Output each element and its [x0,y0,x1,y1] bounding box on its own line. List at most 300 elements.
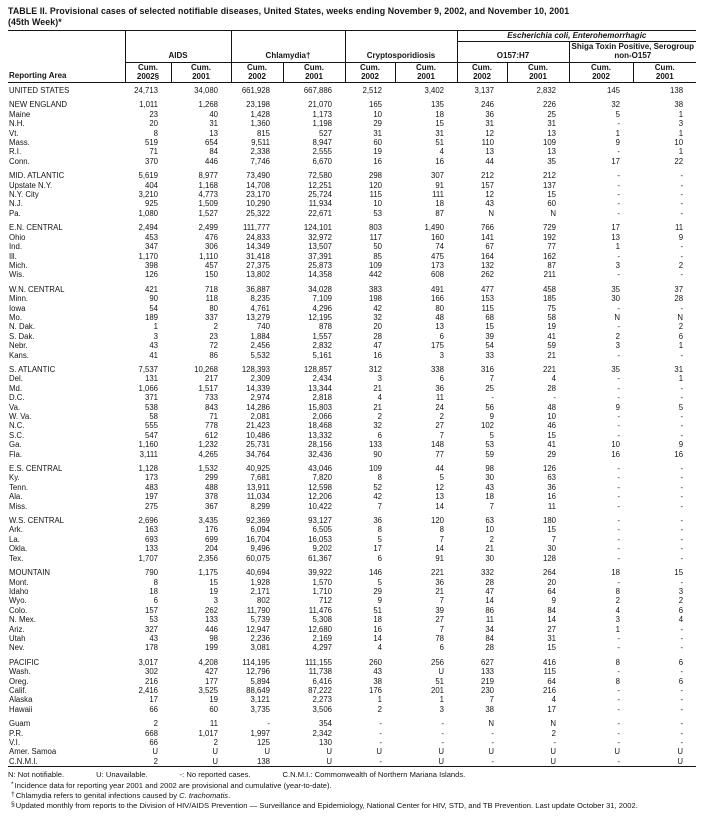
value-cell: 14 [373,633,382,643]
value-cell: - [617,208,621,218]
table-row [8,304,696,313]
area-cell: Colo. [9,605,28,615]
value-cell: 661,928 [241,86,270,95]
value-cell: U [212,756,218,766]
value-cell: 6 [678,657,684,667]
value-cell: 165 [368,100,382,110]
value-cell: 133 [481,667,495,677]
table-row [8,313,696,322]
value-cell: 60 [547,199,557,209]
value-cell: 64 [547,676,557,686]
value-cell: 13 [435,322,445,332]
value-cell: 34 [485,624,495,634]
value-cell: 12,251 [308,180,332,190]
col-header-cum: Cum. 2001 [633,63,696,83]
value-cell: 87 [435,208,445,218]
value-cell: 2 [213,738,218,747]
area-cell: E.N. CENTRAL [9,223,63,233]
value-cell: 109 [368,260,382,270]
value-cell: 8,977 [198,171,218,181]
table-row [8,492,696,501]
value-cell: 8 [439,525,445,535]
value-cell: 17 [149,695,158,705]
value-cell: - [617,270,621,280]
value-cell: 132 [481,260,495,270]
value-cell: - [379,728,382,738]
area-cell: Amer. Samoa [9,747,57,757]
value-cell: - [617,473,621,483]
value-cell: 13 [209,128,218,138]
col-header-cum: Cum. 2002 [231,63,283,83]
value-cell: 8 [377,473,382,483]
value-cell: 33 [485,350,495,360]
value-cell: 3 [615,260,621,270]
value-cell: 91 [435,553,445,563]
value-cell: 14,708 [246,180,270,190]
table-row [8,384,696,393]
value-cell: 3,017 [138,657,158,667]
table-row [8,242,696,251]
value-cell: - [680,350,684,360]
value-cell: 6 [439,374,445,384]
value-cell: 3 [615,341,621,351]
value-cell: 87,222 [308,685,332,695]
value-cell: 6,416 [312,676,332,686]
value-cell: - [680,430,684,440]
value-cell: 15 [674,568,684,578]
value-cell: - [680,719,684,729]
value-cell: - [553,738,557,747]
value-cell: 15,803 [308,402,332,412]
value-cell: 7,681 [250,473,270,483]
value-cell: 128,857 [303,364,332,374]
area-cell: Del. [9,374,23,384]
value-cell: 4,208 [198,657,218,667]
value-cell: 75 [547,303,557,313]
value-cell: - [379,719,382,729]
value-cell: 7 [439,534,445,544]
value-cell: 28 [485,643,495,653]
value-cell: 221 [431,568,445,578]
value-cell: - [441,728,445,738]
value-cell: 6,670 [312,156,332,166]
table-row [8,374,696,383]
value-cell: 199 [204,643,218,653]
value-cell: - [617,350,621,360]
value-cell: 162 [543,251,557,261]
value-cell: 39 [485,331,495,341]
value-cell: 2,499 [198,223,218,233]
value-cell: 28,156 [308,440,332,450]
value-cell: 40,694 [246,568,270,578]
value-cell: 3,735 [250,704,270,714]
value-cell: 312 [368,364,382,374]
value-cell: 1,527 [198,208,218,218]
area-cell: UNITED STATES [9,86,70,95]
area-cell: Oreg. [9,676,29,686]
value-cell: 66 [149,738,158,747]
value-cell: 14 [435,501,445,511]
value-cell: 47 [485,586,495,596]
area-cell: Ill. [9,251,17,261]
table-row [8,625,696,634]
value-cell: 185 [543,294,557,304]
value-cell: 2,818 [312,393,332,403]
value-cell: 2,171 [250,586,270,596]
value-cell: 383 [368,284,382,294]
value-cell: 13,802 [246,270,270,280]
value-cell: 71 [149,147,158,157]
value-cell: 19 [209,586,218,596]
value-cell: 84 [485,633,495,643]
value-cell: 157 [144,605,158,615]
value-cell: 9 [615,138,621,148]
value-cell: 36 [547,482,557,492]
value-cell: 1,168 [198,180,218,190]
value-cell: 44 [435,464,445,474]
footnotes [8,770,700,810]
value-cell: 126 [144,270,158,280]
value-cell: 476 [204,232,218,242]
value-cell: 3 [213,596,218,606]
value-cell: 42 [373,303,382,313]
value-cell: 13 [547,147,557,157]
value-cell: 16 [547,492,557,502]
value-cell: 86 [209,350,218,360]
value-cell: 527 [318,128,332,138]
value-cell: U [264,747,270,757]
species-name: C. trachomatis [179,790,229,800]
value-cell: 27 [547,624,557,634]
table-row [8,667,696,676]
value-cell: 815 [256,128,270,138]
value-cell: 163 [144,525,158,535]
footnote-legend [8,770,700,779]
value-cell: 212 [543,171,557,181]
value-cell: - [680,728,684,738]
value-cell: - [680,303,684,313]
value-cell: 31 [373,128,382,138]
value-cell: - [617,412,621,421]
table-row [8,393,696,402]
table-row [8,643,696,652]
value-cell: 13,344 [308,383,332,393]
value-cell: 5 [439,473,445,483]
value-cell: 157 [481,180,495,190]
value-cell: 18 [611,568,621,578]
value-cell: 31 [674,364,684,374]
value-cell: 307 [431,171,445,181]
value-cell: 51 [373,605,382,615]
value-cell: 6 [439,331,445,341]
value-cell: 446 [204,156,218,166]
value-cell: 7 [489,501,495,511]
value-cell: 28 [674,294,684,304]
value-cell: 2,338 [250,147,270,157]
value-cell: 12,796 [246,667,270,677]
value-cell: 84 [209,147,218,157]
value-cell: 298 [368,171,382,181]
value-cell: 13 [611,232,621,242]
col-header-cum: Cum. 2001 [171,63,231,83]
value-cell: 15 [209,577,218,587]
value-cell: 11,034 [246,492,270,502]
value-cell: 137 [543,180,557,190]
value-cell: N [550,208,557,218]
table-row [8,252,696,261]
value-cell: 115 [369,190,382,200]
value-cell: 11 [209,719,218,729]
area-cell: Alaska [9,695,33,705]
table-row [8,403,696,412]
legend-unavailable: U: Unavailable. [96,770,148,780]
value-cell: - [617,525,621,535]
value-cell: 2,494 [138,223,158,233]
value-cell: 5,308 [312,615,332,625]
area-cell: V.I. [9,738,20,747]
value-cell: 59 [485,449,495,459]
col-header-cum: Cum. 2002§ [125,63,171,83]
value-cell: 1,080 [138,208,158,218]
value-cell: 38 [373,676,382,686]
value-cell: 6 [153,596,158,606]
value-cell: 3,506 [312,704,332,714]
col-header-cum: Cum. 2002 [345,63,395,83]
value-cell: - [617,251,621,261]
value-cell: 20 [149,119,158,129]
value-cell: 378 [204,492,218,502]
value-cell: 488 [204,482,218,492]
value-cell: 59 [547,341,557,351]
value-cell: 131 [144,374,158,384]
value-cell: 109 [368,464,382,474]
value-cell: 36 [373,516,382,526]
value-cell: 16,704 [246,534,270,544]
value-cell: 130 [318,738,332,747]
value-cell: 547 [144,430,158,440]
value-cell: 2,696 [138,516,158,526]
table-row [8,365,696,374]
value-cell: 337 [204,312,218,322]
value-cell: 133 [204,615,218,625]
value-cell: 5,532 [250,350,270,360]
value-cell: 35 [547,156,557,166]
value-cell: 109 [543,138,557,148]
value-cell: 347 [144,242,158,252]
value-cell: 5 [615,109,621,119]
value-cell: - [617,147,621,157]
value-cell: - [491,738,495,747]
value-cell: 246 [481,100,495,110]
area-cell: MOUNTAIN [9,568,51,578]
value-cell: 13 [485,147,495,157]
value-cell: - [680,501,684,511]
value-cell: 98 [209,633,218,643]
value-cell: U [326,756,332,766]
value-cell: 668 [144,728,158,738]
area-cell: Wis. [9,270,25,280]
value-cell: - [617,695,621,705]
value-cell: 1,707 [138,553,158,563]
value-cell: 13,279 [246,312,270,322]
value-cell: 10,290 [246,199,270,209]
table-row [8,138,696,147]
notifiable-diseases-table [8,30,696,767]
value-cell: 3,137 [474,86,495,95]
col-header-cum: Cum. 2001 [395,63,457,83]
table-row [8,261,696,270]
value-cell: 25 [547,109,557,119]
value-cell: 63 [485,516,495,526]
value-cell: 8 [377,525,382,535]
value-cell: 3 [439,704,445,714]
table-row [8,421,696,430]
value-cell: - [617,322,621,332]
area-cell: Pa. [9,208,21,218]
area-cell: Hawaii [9,704,33,714]
value-cell: 262 [481,270,495,280]
value-cell: - [680,473,684,483]
footnote-marker: * [11,780,14,788]
value-cell: 733 [204,393,218,403]
value-cell: 2 [213,322,218,332]
value-cell: 6,094 [250,525,270,535]
value-cell: 1,066 [138,383,158,393]
area-cell: Va. [9,402,21,412]
value-cell: 1 [678,128,684,138]
value-cell: 8 [153,577,158,587]
value-cell: 3 [153,331,158,341]
value-cell: 15 [485,322,495,332]
value-cell: 2,555 [312,147,332,157]
value-cell: 699 [204,534,218,544]
value-cell: 7 [551,534,557,544]
value-cell: 226 [543,100,557,110]
value-cell: 1 [153,322,158,332]
value-cell: 176 [204,525,218,535]
value-cell: 47 [373,341,382,351]
value-cell: U [550,756,557,766]
value-cell: 30 [485,553,495,563]
value-cell: 4,265 [198,449,218,459]
value-cell: 1 [439,695,445,705]
value-cell: 16 [611,449,621,459]
value-cell: 41 [547,331,557,341]
value-cell: 74 [435,242,445,252]
value-cell: 7 [489,695,495,705]
value-cell: 1,232 [198,440,218,450]
value-cell: 457 [204,260,218,270]
value-cell: - [491,728,495,738]
area-cell: Idaho [9,586,29,596]
value-cell: 43,046 [308,464,332,474]
value-cell: 12,206 [308,492,332,502]
value-cell: 102 [481,421,495,431]
table-row [8,578,696,587]
value-cell: 5 [489,430,495,440]
area-cell: C.N.M.I. [9,756,38,766]
value-cell: 58 [149,412,158,421]
value-cell: 31 [485,119,495,129]
value-cell: 1,490 [424,223,445,233]
value-cell: 38 [485,704,495,714]
value-cell: 110 [481,138,495,148]
value-cell: 275 [144,501,158,511]
value-cell: - [680,199,684,209]
value-cell: 4,297 [312,643,332,653]
value-cell: 790 [144,568,158,578]
value-cell: 14 [435,544,445,554]
table-row [8,615,696,624]
value-cell: 7 [489,374,495,384]
value-cell: 21,423 [246,421,270,431]
value-cell: 32 [373,312,382,322]
value-cell: 230 [481,685,495,695]
value-cell: 39 [435,605,445,615]
value-cell: 13,332 [308,430,332,440]
value-cell: 28 [485,577,495,587]
value-cell: 6 [678,605,684,615]
table-row [8,147,696,156]
value-cell: 1,011 [139,100,158,110]
value-cell: 7,820 [312,473,332,483]
value-cell: 18 [435,199,445,209]
table-row [8,464,696,473]
value-cell: 219 [481,676,495,686]
value-cell: 453 [144,232,158,242]
value-cell: 7 [439,430,445,440]
value-cell: - [680,208,684,218]
table-row [8,738,696,747]
value-cell: - [680,553,684,563]
value-cell: - [491,393,495,403]
value-cell: U [212,747,218,757]
area-cell: Utah [9,633,26,643]
value-cell: 32,972 [308,232,332,242]
value-cell: - [491,756,495,766]
area-cell: P.R. [9,728,24,738]
value-cell: 36,887 [246,284,270,294]
value-cell: 28 [547,383,557,393]
value-cell: 262 [204,605,218,615]
value-cell: 42 [373,492,382,502]
value-cell: 316 [481,364,495,374]
value-cell: U [326,747,332,757]
value-cell: 421 [144,284,158,294]
value-cell: 115 [481,303,495,313]
value-cell: - [553,393,557,403]
value-cell: 1,017 [198,728,218,738]
table-title [8,6,698,27]
value-cell: 43 [485,199,495,209]
value-cell: 2 [615,596,621,606]
value-cell: - [617,393,621,403]
value-cell: 3,121 [250,695,270,705]
value-cell: 5 [678,402,684,412]
value-cell: 67 [485,242,495,252]
area-cell: Tex. [9,553,24,563]
table-title-line2: (45th Week)* [8,16,62,27]
value-cell: - [617,704,621,714]
table-row [8,596,696,605]
value-cell: 135 [431,100,445,110]
value-cell: 2,066 [312,412,332,421]
value-cell: 216 [543,685,557,695]
area-cell: Maine [9,109,31,119]
value-cell: 416 [543,657,557,667]
value-cell: 458 [543,284,557,294]
value-cell: 10,486 [246,430,270,440]
